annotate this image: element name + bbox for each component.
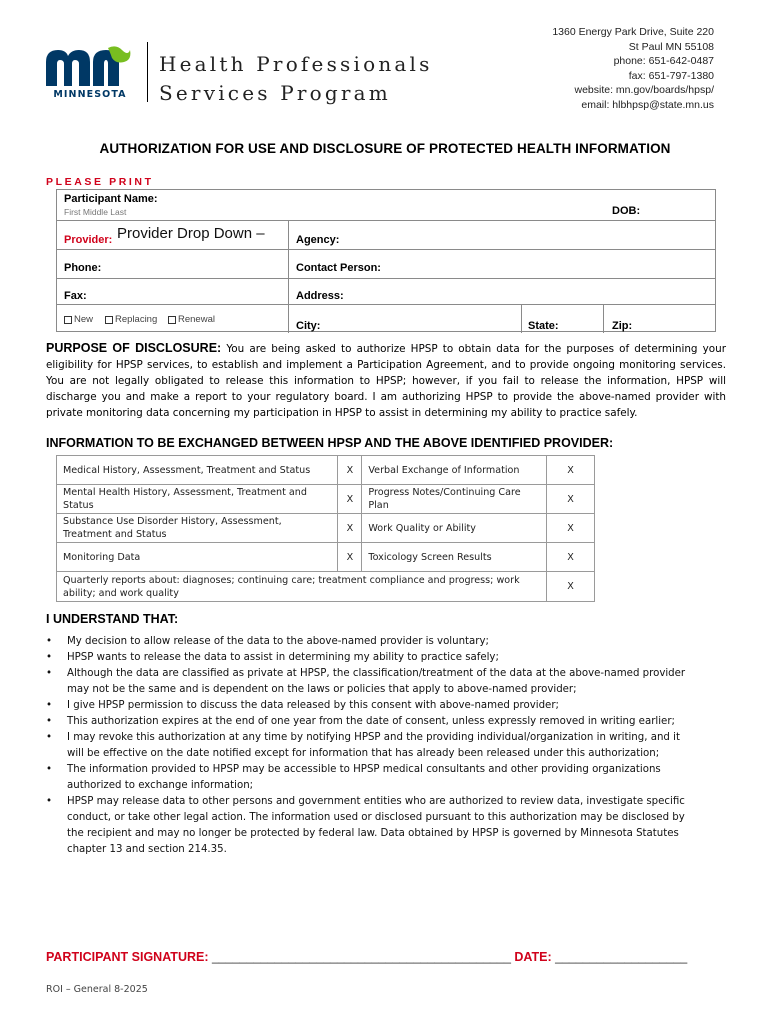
phone-field[interactable]: Phone: <box>64 262 102 274</box>
contact-person-field[interactable]: Contact Person: <box>296 262 381 274</box>
understand-list <box>46 634 686 858</box>
column-divider <box>521 304 522 333</box>
row-divider <box>57 304 715 305</box>
document-title: AUTHORIZATION FOR USE AND DISCLOSURE OF PROTECTED HEALTH INFORMATION <box>99 141 671 156</box>
table-cell: Verbal Exchange of Information <box>362 456 547 485</box>
list-item <box>46 794 686 858</box>
list-item <box>46 730 686 762</box>
address-line: St Paul MN 55108 <box>628 40 714 53</box>
participant-info-box <box>56 189 716 332</box>
check-mark[interactable]: X <box>547 456 595 485</box>
program-title: Health Professionals Services Program <box>159 52 433 105</box>
provider-dropdown[interactable]: Provider Drop Down – <box>117 225 265 242</box>
table-row <box>57 543 595 572</box>
list-item-text: This authorization expires at the end of one year from the date of consent, unless expressly removed in writing earlier; <box>67 716 675 727</box>
date-field[interactable]: ___________________ <box>551 950 688 964</box>
dob-field[interactable]: DOB: <box>612 205 641 217</box>
check-mark[interactable]: X <box>338 543 362 572</box>
list-item <box>46 762 686 794</box>
check-mark[interactable]: X <box>338 514 362 543</box>
checkbox-renewal[interactable] <box>168 314 215 325</box>
check-mark[interactable]: X <box>338 485 362 514</box>
contact-address-block <box>552 25 714 112</box>
address-field[interactable]: Address: <box>296 290 344 302</box>
table-cell: Substance Use Disorder History, Assessment, Treatment and Status <box>57 514 338 543</box>
list-item-text: Although the data are classified as private at HPSP, the classification/treatment of the data at the above-named provider may not be the same and is dependent on the laws or policies that apply to above-named provider; <box>67 668 686 695</box>
phone-line: phone: 651-642-0487 <box>613 55 714 67</box>
signature-label: PARTICIPANT SIGNATURE: <box>46 950 209 964</box>
bullet-icon: • <box>46 636 53 647</box>
check-mark[interactable]: X <box>547 543 595 572</box>
check-mark[interactable]: X <box>547 572 595 602</box>
bullet-icon: • <box>46 700 53 711</box>
list-item <box>46 666 686 698</box>
agency-field[interactable]: Agency: <box>296 234 340 246</box>
checkbox-icon <box>105 316 113 324</box>
list-item-text: My decision to allow release of the data to the above-named provider is voluntary; <box>67 636 489 647</box>
logo-wordmark: MINNESOTA <box>53 89 127 100</box>
state-field[interactable]: State: <box>528 320 559 332</box>
table-cell: Mental Health History, Assessment, Treatment and Status <box>57 485 338 514</box>
list-item <box>46 634 686 650</box>
table-cell: Work Quality or Ability <box>362 514 547 543</box>
understand-heading: I UNDERSTAND THAT: <box>46 612 179 626</box>
list-item-text: HPSP may release data to other persons and government entities who are authorized to review data, investigate specific conduct, or take other legal action. The information used or disclosed pursuant to this authorization may be disclosed by the recipient and may no longer be protected by federal law. Data obtained by HPSP is governed by Minnesota Statutes chapter 13 and section 214.35. <box>67 796 685 855</box>
bullet-icon: • <box>46 732 53 743</box>
row-divider <box>57 278 715 279</box>
table-cell: Medical History, Assessment, Treatment and Status <box>57 456 338 485</box>
list-item-text: The information provided to HPSP may be accessible to HPSP medical consultants and other providing organizations authorized to exchange information; <box>67 764 661 791</box>
bullet-icon: • <box>46 764 53 775</box>
table-row <box>57 456 595 485</box>
check-mark[interactable]: X <box>338 456 362 485</box>
purpose-heading: PURPOSE OF DISCLOSURE: <box>46 341 222 355</box>
purpose-text: You are being asked to authorize HPSP to obtain data for the purposes of determining your eligibility for HPSP services, to establish and implement a Participation Agreement, and to provide ongoing monitoring services. You are not legally obligated to release this information to HPSP; however, if you fail to release the information, HPSP will discharge you and make a report to your regulatory board. I am authorizing HPSP to provide the above-named provider with private monitoring data concerning my participation in HPSP to assist in determining my ability to practice safely. <box>46 343 726 419</box>
please-print-note: PLEASE PRINT <box>46 176 154 188</box>
exchange-table <box>56 455 595 602</box>
list-item <box>46 650 686 666</box>
column-divider <box>288 220 289 333</box>
checkbox-icon <box>64 316 72 324</box>
minnesota-logo <box>46 46 134 104</box>
table-row <box>57 485 595 514</box>
check-mark[interactable]: X <box>547 514 595 543</box>
table-row <box>57 514 595 543</box>
participant-name-label: Participant Name: <box>64 193 158 205</box>
fax-line: fax: 651-797-1380 <box>628 69 714 82</box>
header-divider <box>147 42 148 102</box>
list-item-text: I may revoke this authorization at any time by notifying HPSP and the providing individual/organization in writing, and it will be effective on the date notified except for information that has already been released under this authorization; <box>67 732 680 759</box>
checkbox-replacing[interactable] <box>105 314 157 325</box>
fax-field[interactable]: Fax: <box>64 290 87 302</box>
list-item-text: HPSP wants to release the data to assist in determining my ability to practice safely; <box>67 652 499 663</box>
table-cell: Toxicology Screen Results <box>362 543 547 572</box>
list-item <box>46 714 686 730</box>
email-link[interactable]: email: hlbhpsp@state.mn.us <box>581 98 714 111</box>
date-label: DATE: <box>510 950 552 964</box>
form-version-footer: ROI – General 8-2025 <box>46 984 148 995</box>
bullet-icon: • <box>46 668 53 679</box>
purpose-of-disclosure <box>46 340 726 421</box>
bullet-icon: • <box>46 652 53 663</box>
row-divider <box>57 249 715 250</box>
table-row <box>57 572 595 602</box>
table-cell: Monitoring Data <box>57 543 338 572</box>
table-cell: Quarterly reports about: diagnoses; continuing care; treatment compliance and progress; work ability; and work quality <box>57 572 547 602</box>
bullet-icon: • <box>46 796 53 807</box>
signature-line <box>46 950 687 964</box>
website-link[interactable]: website: mn.gov/boards/hpsp/ <box>574 84 714 96</box>
column-divider <box>603 304 604 333</box>
bullet-icon: • <box>46 716 53 727</box>
checkbox-icon <box>168 316 176 324</box>
table-cell: Progress Notes/Continuing Care Plan <box>362 485 547 514</box>
city-field[interactable]: City: <box>296 320 321 332</box>
list-item-text: I give HPSP permission to discuss the data released by this consent with above-named provider; <box>67 700 559 711</box>
provider-label: Provider: <box>64 234 113 246</box>
checkbox-replacing-label: Replacing <box>115 314 158 325</box>
zip-field[interactable]: Zip: <box>612 320 633 332</box>
list-item <box>46 698 686 714</box>
address-line: 1360 Energy Park Drive, Suite 220 <box>552 26 714 38</box>
signature-field[interactable]: ___________________________________________ <box>208 950 511 964</box>
check-mark[interactable]: X <box>547 485 595 514</box>
checkbox-new[interactable] <box>64 314 93 325</box>
exchange-heading: INFORMATION TO BE EXCHANGED BETWEEN HPSP AND THE ABOVE IDENTIFIED PROVIDER: <box>46 436 614 450</box>
checkbox-new-label: New <box>74 314 94 325</box>
row-divider <box>57 220 715 221</box>
checkbox-renewal-label: Renewal <box>178 314 215 325</box>
mn-logo-mark-icon <box>46 46 134 88</box>
name-format-hint: First Middle Last <box>64 207 127 217</box>
